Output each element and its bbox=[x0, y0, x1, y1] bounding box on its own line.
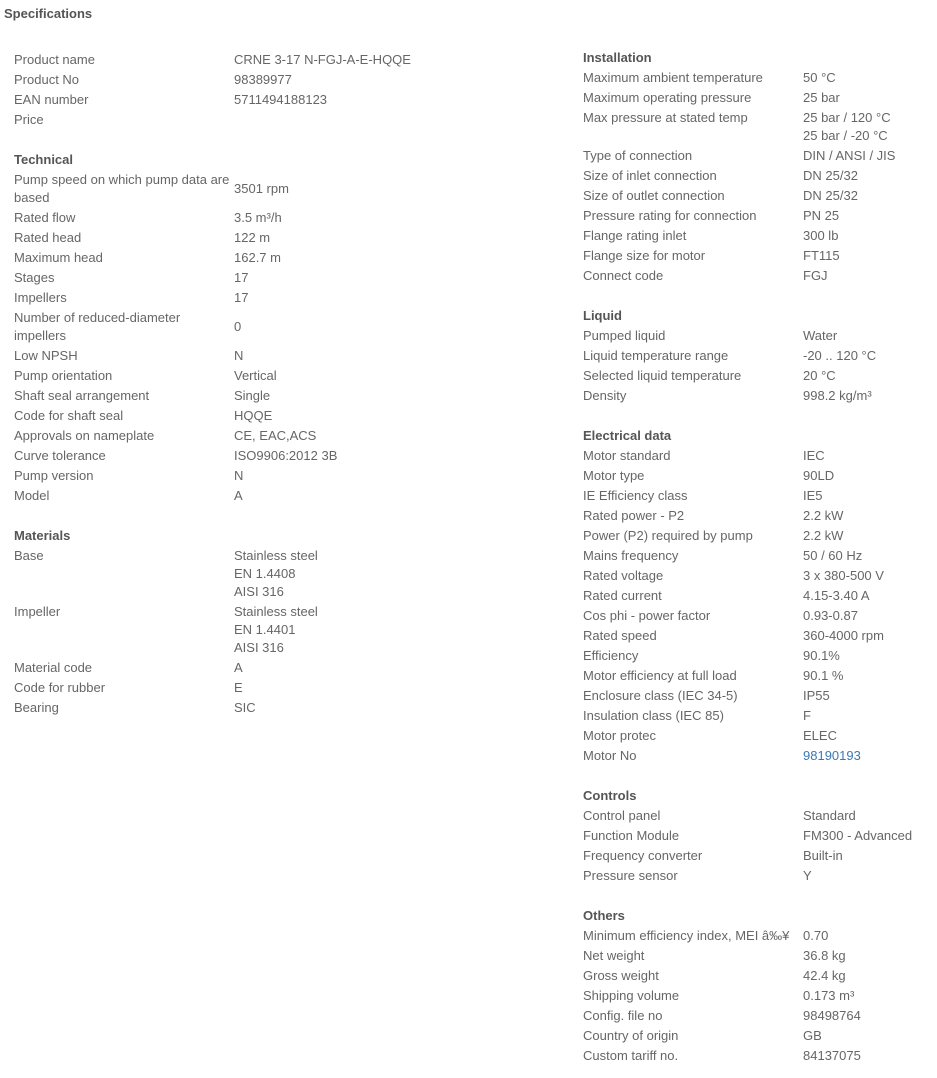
spec-row bbox=[583, 466, 933, 486]
spec-row bbox=[14, 366, 454, 386]
spec-value-line: 360-4000 rpm bbox=[803, 628, 884, 643]
spec-value-line: SIC bbox=[234, 700, 256, 715]
spec-value-line: FM300 - Advanced bbox=[803, 828, 913, 843]
spec-value bbox=[234, 406, 272, 426]
spec-row bbox=[14, 346, 454, 366]
spec-value bbox=[803, 706, 811, 726]
spec-label: Pressure sensor bbox=[583, 868, 678, 883]
section-spacer bbox=[583, 886, 933, 906]
spec-value bbox=[803, 206, 839, 226]
spec-label: Custom tariff no. bbox=[583, 1048, 679, 1063]
spec-row bbox=[583, 626, 933, 646]
spec-row bbox=[14, 70, 454, 90]
spec-row bbox=[583, 846, 933, 866]
spec-row bbox=[14, 406, 454, 426]
spec-value-line: DN 25/32 bbox=[803, 168, 858, 183]
spec-row bbox=[583, 746, 933, 766]
spec-value bbox=[803, 626, 884, 646]
spec-value bbox=[234, 288, 248, 308]
spec-label: Country of origin bbox=[583, 1028, 679, 1043]
spec-value-line: Stainless steel bbox=[234, 548, 318, 563]
spec-label: Size of inlet connection bbox=[583, 168, 717, 183]
spec-value bbox=[803, 146, 895, 166]
spec-label: Maximum operating pressure bbox=[583, 90, 752, 105]
spec-value-line: CRNE 3-17 N-FGJ-A-E-HQQE bbox=[234, 52, 411, 67]
spec-value-line: 162.7 m bbox=[234, 250, 281, 265]
spec-value bbox=[803, 806, 856, 826]
spec-label: Motor standard bbox=[583, 448, 671, 463]
spec-row bbox=[583, 966, 933, 986]
spec-value-line: ISO9906:2012 3B bbox=[234, 448, 338, 463]
spec-value-line: DN 25/32 bbox=[803, 188, 858, 203]
spec-label: Power (P2) required by pump bbox=[583, 528, 753, 543]
section-controls bbox=[583, 786, 933, 886]
spec-row bbox=[14, 170, 454, 208]
spec-value bbox=[803, 646, 840, 666]
section-title: Controls bbox=[583, 788, 637, 803]
spec-value bbox=[803, 486, 823, 506]
spec-row bbox=[583, 946, 933, 966]
spec-row bbox=[583, 666, 933, 686]
section-title: Technical bbox=[14, 152, 74, 167]
spec-label: Gross weight bbox=[583, 968, 659, 983]
spec-value bbox=[803, 446, 825, 466]
spec-label: Motor type bbox=[583, 468, 645, 483]
spec-row bbox=[583, 866, 933, 886]
spec-label: Pump orientation bbox=[14, 368, 113, 383]
spec-value-line: 0.70 bbox=[803, 928, 829, 943]
spec-value bbox=[803, 926, 828, 946]
spec-value bbox=[234, 426, 316, 446]
spec-row bbox=[583, 146, 933, 166]
spec-value-line: 998.2 kg/m³ bbox=[803, 388, 872, 403]
spec-value bbox=[803, 566, 884, 586]
spec-label: Motor efficiency at full load bbox=[583, 668, 737, 683]
spec-label: Material code bbox=[14, 660, 93, 675]
section-title: Installation bbox=[583, 50, 652, 65]
spec-row bbox=[14, 678, 454, 698]
spec-value bbox=[234, 70, 292, 90]
spec-value-line: PN 25 bbox=[803, 208, 840, 223]
spec-row bbox=[583, 226, 933, 246]
spec-label: Shaft seal arrangement bbox=[14, 388, 150, 403]
spec-row bbox=[583, 546, 933, 566]
spec-value-line: 2.2 kW bbox=[803, 528, 844, 543]
spec-label: Motor No bbox=[583, 748, 637, 763]
spec-value bbox=[803, 68, 836, 88]
spec-label: EAN number bbox=[14, 92, 89, 107]
spec-value bbox=[803, 726, 837, 746]
spec-value-line: 0.93-0.87 bbox=[803, 608, 858, 623]
spec-label: Max pressure at stated temp bbox=[583, 110, 748, 125]
spec-value-line: 122 m bbox=[234, 230, 271, 245]
spec-value bbox=[234, 602, 318, 658]
spec-row bbox=[14, 268, 454, 288]
spec-label: Code for shaft seal bbox=[14, 408, 124, 423]
spec-row bbox=[583, 926, 933, 946]
left-column bbox=[14, 50, 454, 718]
motor-no-link[interactable]: 98190193 bbox=[803, 748, 861, 763]
spec-label: Bearing bbox=[14, 700, 59, 715]
spec-value bbox=[234, 386, 270, 406]
spec-label: Rated power - P2 bbox=[583, 508, 685, 523]
spec-value-line: Water bbox=[803, 328, 838, 343]
spec-row bbox=[583, 206, 933, 226]
spec-value bbox=[234, 208, 282, 228]
spec-row bbox=[583, 446, 933, 466]
spec-value-line: GB bbox=[803, 1028, 822, 1043]
section-technical bbox=[14, 150, 454, 506]
spec-row bbox=[583, 266, 933, 286]
spec-row bbox=[583, 346, 933, 366]
spec-value-line: AISI 316 bbox=[234, 640, 284, 655]
spec-row bbox=[583, 486, 933, 506]
spec-row bbox=[583, 806, 933, 826]
spec-value-line: EN 1.4401 bbox=[234, 622, 296, 637]
spec-value-line: 90LD bbox=[803, 468, 835, 483]
spec-value-line: FT115 bbox=[803, 248, 840, 263]
spec-value bbox=[234, 546, 318, 602]
spec-label: Type of connection bbox=[583, 148, 693, 163]
spec-value bbox=[234, 658, 243, 678]
spec-row bbox=[14, 248, 454, 268]
spec-value bbox=[803, 266, 828, 286]
spec-row bbox=[583, 706, 933, 726]
spec-row bbox=[583, 88, 933, 108]
spec-value bbox=[234, 446, 337, 466]
spec-label: Liquid temperature range bbox=[583, 348, 729, 363]
spec-value bbox=[803, 366, 836, 386]
spec-label: Impeller bbox=[14, 604, 61, 619]
spec-value-line: 4.15-3.40 A bbox=[803, 588, 870, 603]
spec-label: Maximum ambient temperature bbox=[583, 70, 763, 85]
spec-row bbox=[583, 68, 933, 88]
spec-value-line: IEC bbox=[803, 448, 825, 463]
spec-value bbox=[803, 986, 854, 1006]
spec-label: Pressure rating for connection bbox=[583, 208, 757, 223]
spec-value-line: HQQE bbox=[234, 408, 273, 423]
spec-row bbox=[583, 686, 933, 706]
spec-value-line: IE5 bbox=[803, 488, 823, 503]
section-spacer bbox=[583, 766, 933, 786]
spec-row bbox=[14, 386, 454, 406]
spec-label: IE Efficiency class bbox=[583, 488, 688, 503]
spec-value bbox=[803, 846, 843, 866]
spec-value-line: 17 bbox=[234, 270, 249, 285]
spec-row bbox=[583, 166, 933, 186]
spec-value bbox=[803, 166, 858, 186]
spec-label: Low NPSH bbox=[14, 348, 78, 363]
spec-label: Flange rating inlet bbox=[583, 228, 687, 243]
spec-row bbox=[583, 108, 933, 146]
spec-label: Frequency converter bbox=[583, 848, 703, 863]
spec-value-line: AISI 316 bbox=[234, 584, 284, 599]
section-others bbox=[583, 906, 933, 1066]
spec-value-line: F bbox=[803, 708, 811, 723]
section-title: Electrical data bbox=[583, 428, 672, 443]
spec-value bbox=[803, 946, 846, 966]
spec-value-line: 98498764 bbox=[803, 1008, 861, 1023]
spec-row bbox=[583, 646, 933, 666]
section-title: Others bbox=[583, 908, 625, 923]
spec-row bbox=[14, 602, 454, 658]
spec-row bbox=[14, 288, 454, 308]
spec-label: Control panel bbox=[583, 808, 661, 823]
spec-value-line: -20 .. 120 °C bbox=[803, 348, 877, 363]
spec-label: Model bbox=[14, 488, 50, 503]
spec-value bbox=[234, 366, 277, 386]
spec-row bbox=[583, 566, 933, 586]
spec-row bbox=[583, 326, 933, 346]
spec-value-line: 98389977 bbox=[234, 72, 292, 87]
spec-label: Impellers bbox=[14, 290, 67, 305]
spec-row bbox=[14, 110, 454, 130]
section-electrical-data bbox=[583, 426, 933, 766]
spec-row bbox=[583, 1006, 933, 1026]
section-liquid bbox=[583, 306, 933, 406]
spec-row bbox=[14, 426, 454, 446]
spec-value bbox=[803, 506, 843, 526]
spec-row bbox=[14, 308, 454, 346]
spec-row bbox=[583, 246, 933, 266]
spec-row bbox=[14, 446, 454, 466]
spec-row bbox=[14, 90, 454, 110]
spec-value-line: Vertical bbox=[234, 368, 277, 383]
spec-label: Product name bbox=[14, 52, 95, 67]
spec-value bbox=[803, 326, 837, 346]
spec-row bbox=[583, 606, 933, 626]
spec-value-line: 2.2 kW bbox=[803, 508, 844, 523]
spec-value bbox=[234, 228, 270, 248]
spec-row bbox=[583, 506, 933, 526]
spec-label: Enclosure class (IEC 34-5) bbox=[583, 688, 738, 703]
spec-value bbox=[234, 317, 241, 337]
spec-row bbox=[583, 366, 933, 386]
spec-label: Approvals on nameplate bbox=[14, 428, 155, 443]
spec-label: Flange size for motor bbox=[583, 248, 706, 263]
spec-value-line: 90.1% bbox=[803, 648, 840, 663]
spec-value-line: ELEC bbox=[803, 728, 837, 743]
spec-row bbox=[14, 228, 454, 248]
spec-value bbox=[803, 606, 858, 626]
spec-label: Minimum efficiency index, MEI â‰¥ bbox=[583, 928, 790, 943]
spec-value-line: Standard bbox=[803, 808, 856, 823]
spec-row bbox=[583, 986, 933, 1006]
spec-row bbox=[583, 1026, 933, 1046]
spec-label: Rated speed bbox=[583, 628, 657, 643]
spec-row bbox=[583, 1046, 933, 1066]
spec-label: Connect code bbox=[583, 268, 664, 283]
spec-label: Rated head bbox=[14, 230, 82, 245]
spec-value-line: 25 bar / 120 °C bbox=[803, 110, 891, 125]
spec-value-line: 84137075 bbox=[803, 1048, 861, 1063]
spec-label: Function Module bbox=[583, 828, 680, 843]
spec-row bbox=[14, 466, 454, 486]
spec-label: Pump speed on which pump data are based bbox=[14, 172, 230, 205]
section-spacer bbox=[14, 506, 454, 526]
section-title: Materials bbox=[14, 528, 71, 543]
right-column bbox=[583, 48, 933, 1066]
spec-value-line: 5711494188123 bbox=[234, 92, 328, 107]
spec-value bbox=[803, 666, 843, 686]
spec-value bbox=[803, 108, 891, 146]
spec-row bbox=[14, 658, 454, 678]
spec-value-line: A bbox=[234, 660, 243, 675]
spec-label: Motor protec bbox=[583, 728, 656, 743]
spec-label: Cos phi - power factor bbox=[583, 608, 711, 623]
spec-label: Maximum head bbox=[14, 250, 103, 265]
spec-value bbox=[803, 586, 870, 606]
spec-value bbox=[803, 826, 912, 846]
spec-value bbox=[803, 526, 843, 546]
spec-value-line: E bbox=[234, 680, 243, 695]
spec-row bbox=[583, 386, 933, 406]
spec-label: Stages bbox=[14, 270, 55, 285]
spec-row bbox=[583, 186, 933, 206]
spec-label: Rated voltage bbox=[583, 568, 664, 583]
spec-row bbox=[583, 586, 933, 606]
section-spacer bbox=[583, 406, 933, 426]
spec-value bbox=[803, 386, 872, 406]
spec-value-line: FGJ bbox=[803, 268, 828, 283]
spec-row bbox=[583, 826, 933, 846]
spec-value bbox=[234, 179, 289, 199]
spec-value-line: 3.5 m³/h bbox=[234, 210, 282, 225]
spec-label: Config. file no bbox=[583, 1008, 663, 1023]
spec-value bbox=[803, 466, 834, 486]
spec-value bbox=[803, 226, 838, 246]
spec-value bbox=[803, 186, 858, 206]
spec-label: Rated flow bbox=[14, 210, 76, 225]
spec-label: Insulation class (IEC 85) bbox=[583, 708, 724, 723]
spec-label: Base bbox=[14, 548, 44, 563]
spec-label: Shipping volume bbox=[583, 988, 680, 1003]
spec-value bbox=[803, 246, 840, 266]
spec-value-line: 42.4 kg bbox=[803, 968, 846, 983]
page-title: Specifications bbox=[4, 6, 93, 21]
spec-row bbox=[14, 486, 454, 506]
spec-value bbox=[234, 678, 243, 698]
spec-value-line: 300 lb bbox=[803, 228, 839, 243]
spec-row bbox=[14, 698, 454, 718]
spec-row bbox=[583, 526, 933, 546]
spec-value bbox=[234, 248, 281, 268]
spec-value-line: Single bbox=[234, 388, 271, 403]
spec-label: Curve tolerance bbox=[14, 448, 106, 463]
section-spacer bbox=[14, 130, 454, 150]
spec-value bbox=[234, 50, 411, 70]
spec-value-line: 20 °C bbox=[803, 368, 836, 383]
spec-value-line: 3501 rpm bbox=[234, 181, 289, 196]
spec-value bbox=[234, 698, 256, 718]
spec-value bbox=[803, 346, 876, 366]
spec-value-line: Y bbox=[803, 868, 812, 883]
spec-value-line: 36.8 kg bbox=[803, 948, 846, 963]
section-installation bbox=[583, 48, 933, 286]
spec-label: Mains frequency bbox=[583, 548, 679, 563]
spec-label: Selected liquid temperature bbox=[583, 368, 742, 383]
spec-label: Pumped liquid bbox=[583, 328, 666, 343]
spec-value-line: N bbox=[234, 348, 244, 363]
spec-label: Price bbox=[14, 112, 44, 127]
spec-value-line: 50 °C bbox=[803, 70, 836, 85]
spec-value-line: IP55 bbox=[803, 688, 830, 703]
spec-value-line: 25 bar / -20 °C bbox=[803, 128, 888, 143]
spec-label: Rated current bbox=[583, 588, 662, 603]
spec-row bbox=[14, 50, 454, 70]
spec-row bbox=[583, 726, 933, 746]
spec-row bbox=[14, 546, 454, 602]
spec-value-line: DIN / ANSI / JIS bbox=[803, 148, 896, 163]
spec-value bbox=[803, 866, 812, 886]
section-general bbox=[14, 50, 454, 130]
spec-value-line: A bbox=[234, 488, 243, 503]
spec-label: Net weight bbox=[583, 948, 645, 963]
spec-value bbox=[803, 546, 862, 566]
spec-value-line: 50 / 60 Hz bbox=[803, 548, 863, 563]
spec-value-line: 25 bar bbox=[803, 90, 840, 105]
spec-label: Size of outlet connection bbox=[583, 188, 725, 203]
spec-value bbox=[234, 268, 248, 288]
spec-value-line: 17 bbox=[234, 290, 249, 305]
section-title: Liquid bbox=[583, 308, 622, 323]
spec-value bbox=[803, 88, 840, 108]
spec-label: Product No bbox=[14, 72, 80, 87]
spec-label: Pump version bbox=[14, 468, 94, 483]
spec-value bbox=[234, 346, 243, 366]
spec-value-line: 0.173 m³ bbox=[803, 988, 855, 1003]
spec-label: Density bbox=[583, 388, 627, 403]
spec-value-line: 90.1 % bbox=[803, 668, 844, 683]
spec-value bbox=[803, 1006, 861, 1026]
spec-value-line: 0 bbox=[234, 319, 242, 334]
spec-label: Code for rubber bbox=[14, 680, 106, 695]
spec-value-line: 3 x 380-500 V bbox=[803, 568, 884, 583]
spec-row bbox=[14, 208, 454, 228]
spec-value bbox=[803, 1046, 861, 1066]
spec-value-line: N bbox=[234, 468, 244, 483]
spec-value bbox=[234, 466, 243, 486]
spec-value bbox=[234, 90, 327, 110]
section-spacer bbox=[583, 286, 933, 306]
spec-value bbox=[234, 486, 243, 506]
spec-label: Efficiency bbox=[583, 648, 639, 663]
spec-value-line: Built-in bbox=[803, 848, 843, 863]
spec-value bbox=[803, 1026, 822, 1046]
spec-value bbox=[803, 686, 830, 706]
spec-value bbox=[803, 966, 846, 986]
spec-value-line: CE, EAC,ACS bbox=[234, 428, 317, 443]
section-materials bbox=[14, 526, 454, 718]
spec-value bbox=[803, 746, 861, 766]
spec-label: Number of reduced-diameter impellers bbox=[14, 310, 181, 343]
spec-value-line: EN 1.4408 bbox=[234, 566, 296, 581]
spec-value-line: Stainless steel bbox=[234, 604, 318, 619]
